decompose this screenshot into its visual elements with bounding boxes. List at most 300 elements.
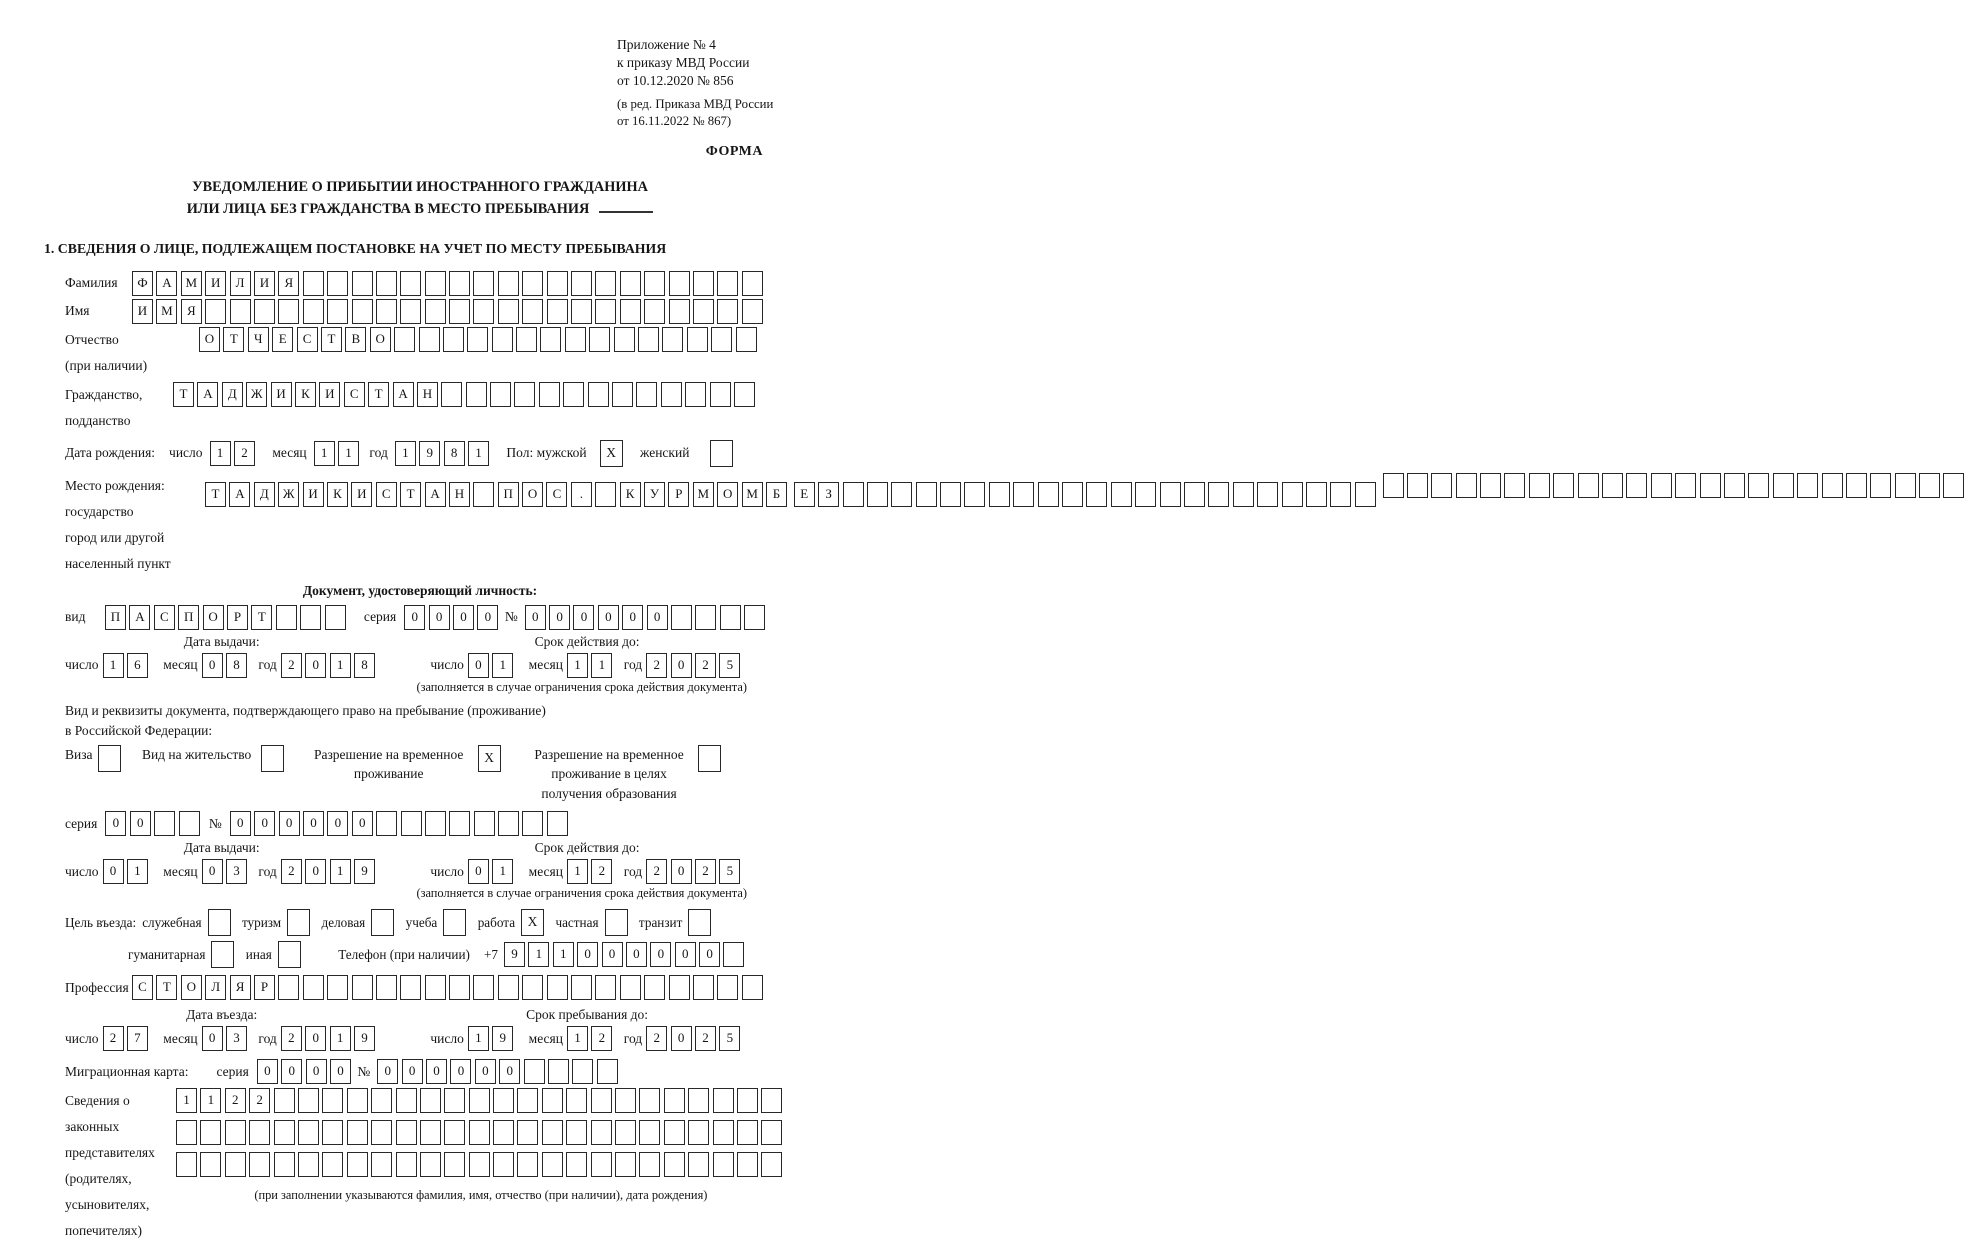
form-cell[interactable] [469,1120,490,1145]
form-cell[interactable]: 0 [598,605,619,630]
form-cell[interactable]: Т [400,482,421,507]
form-cell[interactable]: К [295,382,316,407]
form-cell[interactable] [274,1120,295,1145]
residence-checkbox[interactable] [261,745,284,772]
form-cell[interactable]: О [181,975,202,1000]
form-cell[interactable] [347,1152,368,1177]
form-cell[interactable]: 1 [330,859,351,884]
form-cell[interactable] [179,811,200,836]
form-cell[interactable]: 1 [492,653,513,678]
form-cell[interactable] [591,1152,612,1177]
form-cell[interactable] [1306,482,1327,507]
form-cell[interactable] [542,1120,563,1145]
form-cell[interactable] [639,1088,660,1113]
form-cell[interactable]: 1 [591,653,612,678]
form-cell[interactable]: 1 [567,653,588,678]
form-cell[interactable]: 3 [226,1026,247,1051]
form-cell[interactable]: Т [156,975,177,1000]
option-checkbox[interactable] [208,909,231,936]
form-cell[interactable]: Ж [278,482,299,507]
form-cell[interactable] [638,327,659,352]
form-cell[interactable]: 8 [444,441,465,466]
form-cell[interactable]: 1 [330,1026,351,1051]
form-cell[interactable] [1407,473,1428,498]
form-cell[interactable] [711,327,732,352]
form-cell[interactable]: М [742,482,763,507]
option-checkbox[interactable]: X [521,909,544,936]
form-cell[interactable] [620,271,641,296]
form-cell[interactable] [916,482,937,507]
form-cell[interactable] [547,271,568,296]
form-cell[interactable]: И [205,271,226,296]
form-cell[interactable]: 0 [105,811,126,836]
form-cell[interactable] [401,811,422,836]
form-cell[interactable] [514,382,535,407]
form-cell[interactable]: О [203,605,224,630]
form-cell[interactable]: С [546,482,567,507]
form-cell[interactable]: С [132,975,153,1000]
form-cell[interactable]: 2 [281,653,302,678]
option-checkbox[interactable] [278,941,301,968]
form-cell[interactable]: 0 [327,811,348,836]
form-cell[interactable] [376,975,397,1000]
form-cell[interactable] [249,1152,270,1177]
form-cell[interactable]: 2 [695,653,716,678]
form-cell[interactable] [595,299,616,324]
form-cell[interactable] [490,382,511,407]
form-cell[interactable]: Т [205,482,226,507]
form-cell[interactable]: 0 [303,811,324,836]
form-cell[interactable]: П [178,605,199,630]
form-cell[interactable]: 9 [354,859,375,884]
form-cell[interactable]: Л [205,975,226,1000]
form-cell[interactable]: Б [766,482,787,507]
form-cell[interactable] [278,299,299,324]
form-cell[interactable]: 0 [404,605,425,630]
form-cell[interactable] [1895,473,1916,498]
form-cell[interactable] [717,271,738,296]
temp-residence-checkbox[interactable]: X [478,745,501,772]
form-cell[interactable]: . [571,482,592,507]
form-cell[interactable] [644,299,665,324]
form-cell[interactable]: 1 [103,653,124,678]
form-cell[interactable] [522,299,543,324]
form-cell[interactable]: 1 [127,859,148,884]
form-cell[interactable]: 0 [402,1059,423,1084]
form-cell[interactable] [612,382,633,407]
form-cell[interactable] [493,1152,514,1177]
form-cell[interactable] [230,299,251,324]
form-cell[interactable] [1431,473,1452,498]
form-cell[interactable]: 1 [528,942,549,967]
form-cell[interactable] [1233,482,1254,507]
form-cell[interactable] [688,1152,709,1177]
form-cell[interactable] [376,811,397,836]
form-cell[interactable]: 0 [130,811,151,836]
form-cell[interactable] [1943,473,1964,498]
form-cell[interactable] [693,271,714,296]
form-cell[interactable] [713,1152,734,1177]
form-cell[interactable] [572,1059,593,1084]
form-cell[interactable] [371,1088,392,1113]
form-cell[interactable] [298,1088,319,1113]
form-cell[interactable] [1675,473,1696,498]
form-cell[interactable] [737,1120,758,1145]
form-cell[interactable]: У [644,482,665,507]
form-cell[interactable]: 0 [202,859,223,884]
form-cell[interactable] [891,482,912,507]
form-cell[interactable]: 5 [719,1026,740,1051]
form-cell[interactable] [278,975,299,1000]
form-cell[interactable] [693,299,714,324]
form-cell[interactable]: 0 [103,859,124,884]
form-cell[interactable] [298,1152,319,1177]
form-cell[interactable]: 0 [647,605,668,630]
form-cell[interactable] [1846,473,1867,498]
form-cell[interactable] [644,975,665,1000]
form-cell[interactable]: 1 [492,859,513,884]
form-cell[interactable] [964,482,985,507]
option-checkbox[interactable] [211,941,234,968]
form-cell[interactable]: 0 [626,942,647,967]
form-cell[interactable]: 5 [719,859,740,884]
form-cell[interactable] [761,1120,782,1145]
form-cell[interactable] [517,1152,538,1177]
form-cell[interactable]: 9 [492,1026,513,1051]
form-cell[interactable] [548,1059,569,1084]
form-cell[interactable] [563,382,584,407]
form-cell[interactable] [695,605,716,630]
form-cell[interactable] [492,327,513,352]
form-cell[interactable]: 2 [695,1026,716,1051]
form-cell[interactable] [742,975,763,1000]
form-cell[interactable] [371,1120,392,1145]
form-cell[interactable] [176,1120,197,1145]
form-cell[interactable] [542,1152,563,1177]
form-cell[interactable]: М [693,482,714,507]
form-cell[interactable] [595,271,616,296]
form-cell[interactable]: 0 [671,859,692,884]
form-cell[interactable]: 0 [525,605,546,630]
form-cell[interactable] [254,299,275,324]
form-cell[interactable] [347,1088,368,1113]
form-cell[interactable] [449,975,470,1000]
form-cell[interactable] [1086,482,1107,507]
form-cell[interactable]: Ж [246,382,267,407]
form-cell[interactable]: О [199,327,220,352]
form-cell[interactable] [1602,473,1623,498]
form-cell[interactable]: 0 [254,811,275,836]
form-cell[interactable] [420,1120,441,1145]
form-cell[interactable] [1111,482,1132,507]
form-cell[interactable] [685,382,706,407]
form-cell[interactable]: 2 [281,1026,302,1051]
form-cell[interactable] [1626,473,1647,498]
form-cell[interactable] [473,271,494,296]
form-cell[interactable] [737,1152,758,1177]
form-cell[interactable]: О [522,482,543,507]
form-cell[interactable] [325,605,346,630]
form-cell[interactable] [394,327,415,352]
form-cell[interactable] [571,271,592,296]
form-cell[interactable] [744,605,765,630]
form-cell[interactable]: 2 [234,441,255,466]
form-cell[interactable] [1822,473,1843,498]
form-cell[interactable] [1330,482,1351,507]
form-cell[interactable]: 2 [646,653,667,678]
form-cell[interactable] [669,299,690,324]
form-cell[interactable] [154,811,175,836]
form-cell[interactable]: С [376,482,397,507]
form-cell[interactable] [547,811,568,836]
form-cell[interactable]: Ч [248,327,269,352]
form-cell[interactable]: 0 [450,1059,471,1084]
form-cell[interactable]: 2 [281,859,302,884]
form-cell[interactable]: 1 [468,441,489,466]
form-cell[interactable]: Е [794,482,815,507]
form-cell[interactable]: М [156,299,177,324]
form-cell[interactable] [441,382,462,407]
form-cell[interactable]: 3 [226,859,247,884]
form-cell[interactable]: 2 [103,1026,124,1051]
form-cell[interactable] [303,271,324,296]
form-cell[interactable] [615,1152,636,1177]
form-cell[interactable]: И [351,482,372,507]
option-checkbox[interactable] [605,909,628,936]
form-cell[interactable] [615,1120,636,1145]
form-cell[interactable]: 0 [671,653,692,678]
form-cell[interactable] [710,382,731,407]
form-cell[interactable] [498,299,519,324]
form-cell[interactable] [396,1088,417,1113]
form-cell[interactable] [176,1152,197,1177]
form-cell[interactable]: Я [181,299,202,324]
form-cell[interactable] [371,1152,392,1177]
form-cell[interactable] [591,1120,612,1145]
form-cell[interactable] [498,271,519,296]
form-cell[interactable] [400,271,421,296]
form-cell[interactable] [620,299,641,324]
form-cell[interactable]: Д [254,482,275,507]
form-cell[interactable] [664,1088,685,1113]
form-cell[interactable] [1282,482,1303,507]
form-cell[interactable] [1724,473,1745,498]
form-cell[interactable] [547,299,568,324]
form-cell[interactable] [425,811,446,836]
form-cell[interactable] [1529,473,1550,498]
form-cell[interactable] [303,299,324,324]
form-cell[interactable] [200,1120,221,1145]
form-cell[interactable]: 0 [499,1059,520,1084]
form-cell[interactable] [425,271,446,296]
form-cell[interactable] [225,1152,246,1177]
form-cell[interactable]: 1 [567,1026,588,1051]
form-cell[interactable] [517,1088,538,1113]
form-cell[interactable] [522,811,543,836]
form-cell[interactable] [713,1120,734,1145]
form-cell[interactable]: Р [254,975,275,1000]
form-cell[interactable] [1135,482,1156,507]
form-cell[interactable]: Т [321,327,342,352]
form-cell[interactable]: И [303,482,324,507]
form-cell[interactable]: Ф [132,271,153,296]
form-cell[interactable]: И [319,382,340,407]
form-cell[interactable] [466,382,487,407]
form-cell[interactable] [1038,482,1059,507]
form-cell[interactable]: П [498,482,519,507]
form-cell[interactable]: 1 [176,1088,197,1113]
form-cell[interactable]: Н [449,482,470,507]
form-cell[interactable] [571,299,592,324]
form-cell[interactable]: 1 [210,441,231,466]
form-cell[interactable] [517,1120,538,1145]
form-cell[interactable]: 6 [127,653,148,678]
form-cell[interactable] [597,1059,618,1084]
form-cell[interactable]: С [297,327,318,352]
form-cell[interactable]: Д [222,382,243,407]
form-cell[interactable] [720,605,741,630]
form-cell[interactable]: А [425,482,446,507]
form-cell[interactable] [444,1152,465,1177]
form-cell[interactable] [723,942,744,967]
form-cell[interactable] [352,271,373,296]
form-cell[interactable]: 2 [591,859,612,884]
form-cell[interactable] [469,1152,490,1177]
form-cell[interactable] [327,975,348,1000]
form-cell[interactable]: 2 [249,1088,270,1113]
form-cell[interactable]: К [327,482,348,507]
form-cell[interactable] [644,271,665,296]
form-cell[interactable]: 8 [354,653,375,678]
form-cell[interactable] [524,1059,545,1084]
form-cell[interactable] [449,811,470,836]
form-cell[interactable] [843,482,864,507]
form-cell[interactable] [588,382,609,407]
form-cell[interactable] [688,1088,709,1113]
form-cell[interactable] [420,1088,441,1113]
form-cell[interactable]: 2 [646,859,667,884]
form-cell[interactable] [566,1152,587,1177]
form-cell[interactable]: Н [417,382,438,407]
form-cell[interactable]: 0 [429,605,450,630]
form-cell[interactable] [327,299,348,324]
form-cell[interactable]: 1 [395,441,416,466]
form-cell[interactable] [1748,473,1769,498]
form-cell[interactable] [591,1088,612,1113]
form-cell[interactable]: В [345,327,366,352]
form-cell[interactable]: 0 [352,811,373,836]
form-cell[interactable]: А [156,271,177,296]
form-cell[interactable]: 0 [602,942,623,967]
form-cell[interactable]: Е [272,327,293,352]
form-cell[interactable] [737,1088,758,1113]
form-cell[interactable]: 0 [306,1059,327,1084]
form-cell[interactable]: И [254,271,275,296]
form-cell[interactable] [736,327,757,352]
form-cell[interactable] [444,1088,465,1113]
form-cell[interactable]: С [154,605,175,630]
form-cell[interactable]: 0 [622,605,643,630]
form-cell[interactable] [376,299,397,324]
visa-checkbox[interactable] [98,745,121,772]
form-cell[interactable] [1553,473,1574,498]
form-cell[interactable] [516,327,537,352]
form-cell[interactable] [595,975,616,1000]
form-cell[interactable] [473,299,494,324]
form-cell[interactable] [566,1088,587,1113]
form-cell[interactable]: З [818,482,839,507]
form-cell[interactable]: 0 [426,1059,447,1084]
form-cell[interactable]: 5 [719,653,740,678]
form-cell[interactable] [473,975,494,1000]
form-cell[interactable]: И [271,382,292,407]
form-cell[interactable] [225,1120,246,1145]
form-cell[interactable] [615,1088,636,1113]
form-cell[interactable] [620,975,641,1000]
form-cell[interactable] [498,811,519,836]
form-cell[interactable] [396,1120,417,1145]
form-cell[interactable]: 0 [453,605,474,630]
form-cell[interactable] [717,299,738,324]
form-cell[interactable] [734,382,755,407]
form-cell[interactable] [425,975,446,1000]
form-cell[interactable] [444,1120,465,1145]
form-cell[interactable]: И [132,299,153,324]
form-cell[interactable] [443,327,464,352]
form-cell[interactable]: 0 [377,1059,398,1084]
form-cell[interactable] [614,327,635,352]
form-cell[interactable] [493,1120,514,1145]
form-cell[interactable]: 9 [354,1026,375,1051]
form-cell[interactable] [322,1152,343,1177]
form-cell[interactable] [867,482,888,507]
form-cell[interactable] [205,299,226,324]
form-cell[interactable] [636,382,657,407]
form-cell[interactable] [989,482,1010,507]
form-cell[interactable] [327,271,348,296]
form-cell[interactable]: 0 [202,1026,223,1051]
form-cell[interactable]: 0 [281,1059,302,1084]
form-cell[interactable] [493,1088,514,1113]
form-cell[interactable] [662,327,683,352]
form-cell[interactable] [474,811,495,836]
form-cell[interactable]: 0 [202,653,223,678]
form-cell[interactable] [571,975,592,1000]
form-cell[interactable] [664,1152,685,1177]
form-cell[interactable] [347,1120,368,1145]
form-cell[interactable] [425,299,446,324]
form-cell[interactable] [522,975,543,1000]
option-checkbox[interactable] [287,909,310,936]
form-cell[interactable]: 0 [468,653,489,678]
form-cell[interactable] [664,1120,685,1145]
form-cell[interactable]: 2 [646,1026,667,1051]
form-cell[interactable]: 0 [573,605,594,630]
form-cell[interactable] [713,1088,734,1113]
form-cell[interactable]: 0 [475,1059,496,1084]
form-cell[interactable] [1797,473,1818,498]
form-cell[interactable]: М [181,271,202,296]
form-cell[interactable]: 0 [477,605,498,630]
form-cell[interactable] [688,1120,709,1145]
form-cell[interactable] [589,327,610,352]
form-cell[interactable] [1257,482,1278,507]
form-cell[interactable] [400,299,421,324]
form-cell[interactable]: 1 [553,942,574,967]
form-cell[interactable] [1456,473,1477,498]
form-cell[interactable]: 2 [225,1088,246,1113]
form-cell[interactable]: 1 [314,441,335,466]
